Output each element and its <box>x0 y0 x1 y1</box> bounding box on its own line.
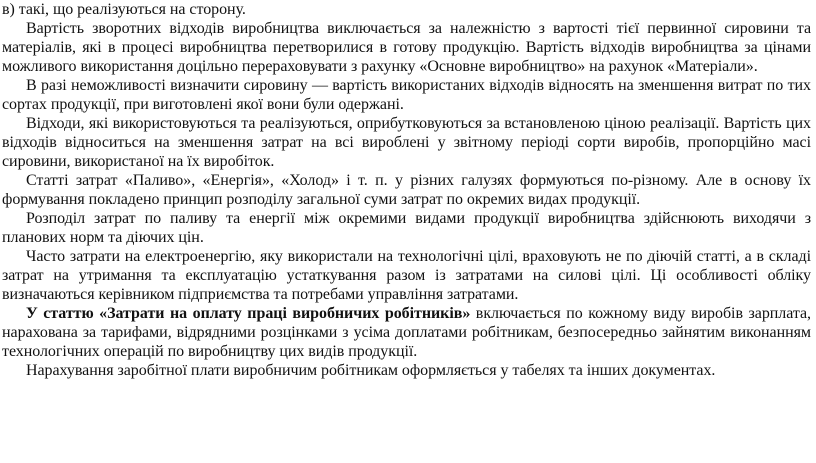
paragraph-4: Відходи, які використовуються та реалізуються, оприбутковуються за встановленою ціною реалізації. Вартість цих відходів відноситься на зменшення затрат на всі вироблені у звітному періоді сорти виробів, пропорційно масі сировини, використаної на їх виробіток. <box>2 115 811 170</box>
paragraph-6: Розподіл затрат по паливу та енергії між окремими видами продукції виробництва здійснюють виходячи з планових норм та діючих цін. <box>2 210 811 246</box>
paragraph-9: Нарахування заробітної плати виробничим робітникам оформляється у табелях та інших документах. <box>26 362 716 379</box>
paragraph-7: Часто затрати на електроенергію, яку використали на технологічні цілі, враховують не по діючій статті, а в складі затрат на утримання та експлуатацію устаткування разом із затратами на силові цілі. Ці особливості обліку визначаються керівником підприємства та потребами управління затратами. <box>2 248 811 303</box>
paragraph-8 <box>2 304 811 361</box>
paragraph-1: в) такі, що реалізуються на сторону. <box>2 1 246 18</box>
paragraph-5: Статті затрат «Паливо», «Енергія», «Холод» і т. п. у різних галузях формуються по-різному. Але в основу їх формування покладено принцип розподілу загальної суми затрат по окремих видах продукції. <box>2 172 811 208</box>
paragraph-8-bold-lead: У статтю «Затрати на оплату праці виробничих робітників» <box>26 305 471 322</box>
paragraph-3: В разі неможливості визначити сировину — вартість використаних відходів відносять на зменшення витрат по тих сортах продукції, при виготовлені якої вони були одержані. <box>2 77 811 113</box>
paragraph-2: Вартість зворотних відходів виробництва виключається за належністю з вартості тієї первинної сировини та матеріалів, які в процесі виробництва перетворилися в готову продукцію. Вартість відходів виробництва за цінами можливого використання доцільно перераховувати з рахунку «Основне виробництво» на рахунок «Матеріали». <box>2 20 811 75</box>
paragraph-8-body: включається по кожному виду виробів зарплата, нарахована за тарифами, відрядними розцінками з усіма доплатами робітникам, безпосередньо зайнятим виконанням технологічних операцій по виробництву цих видів продукції. <box>2 305 811 360</box>
